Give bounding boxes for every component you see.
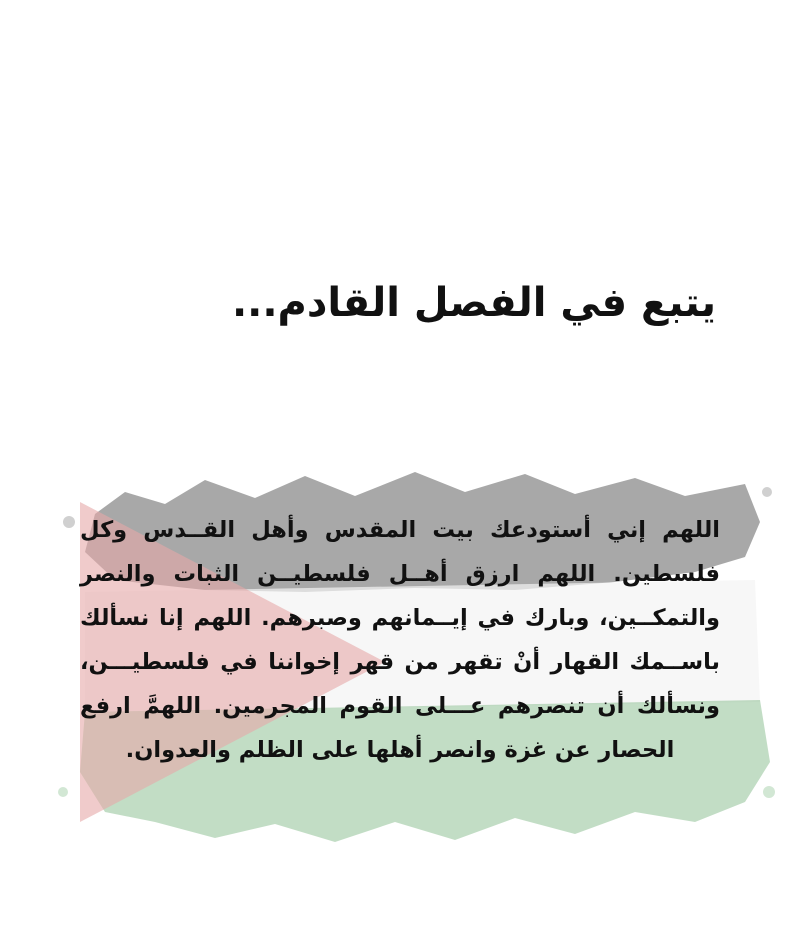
splatter-dot: [63, 516, 75, 528]
splatter-dot: [762, 487, 772, 497]
splatter-dot: [58, 787, 68, 797]
splatter-dot: [763, 786, 775, 798]
prayer-paragraph: اللهم إني أستودعك بيت المقدس وأهل القــدس وكل فلسطين. اللهم ارزق أهــل فلسطيــن الثبات والنصر والتمكــين، وبارك في إيــمانهم وصبرهم. اللهم إنا نسألك باســمك القهار أنْ تقهر من قهر إخواننا في فلسطيـــن، ونسألك أن تنصرهم عـــلى القوم المجرمين. اللهمَّ ارفع الحصار عن غزة وانصر أهلها على الظلم والعدوان.: [80, 517, 720, 763]
next-chapter-heading: يتبع في الفصل القادم...: [231, 280, 716, 326]
